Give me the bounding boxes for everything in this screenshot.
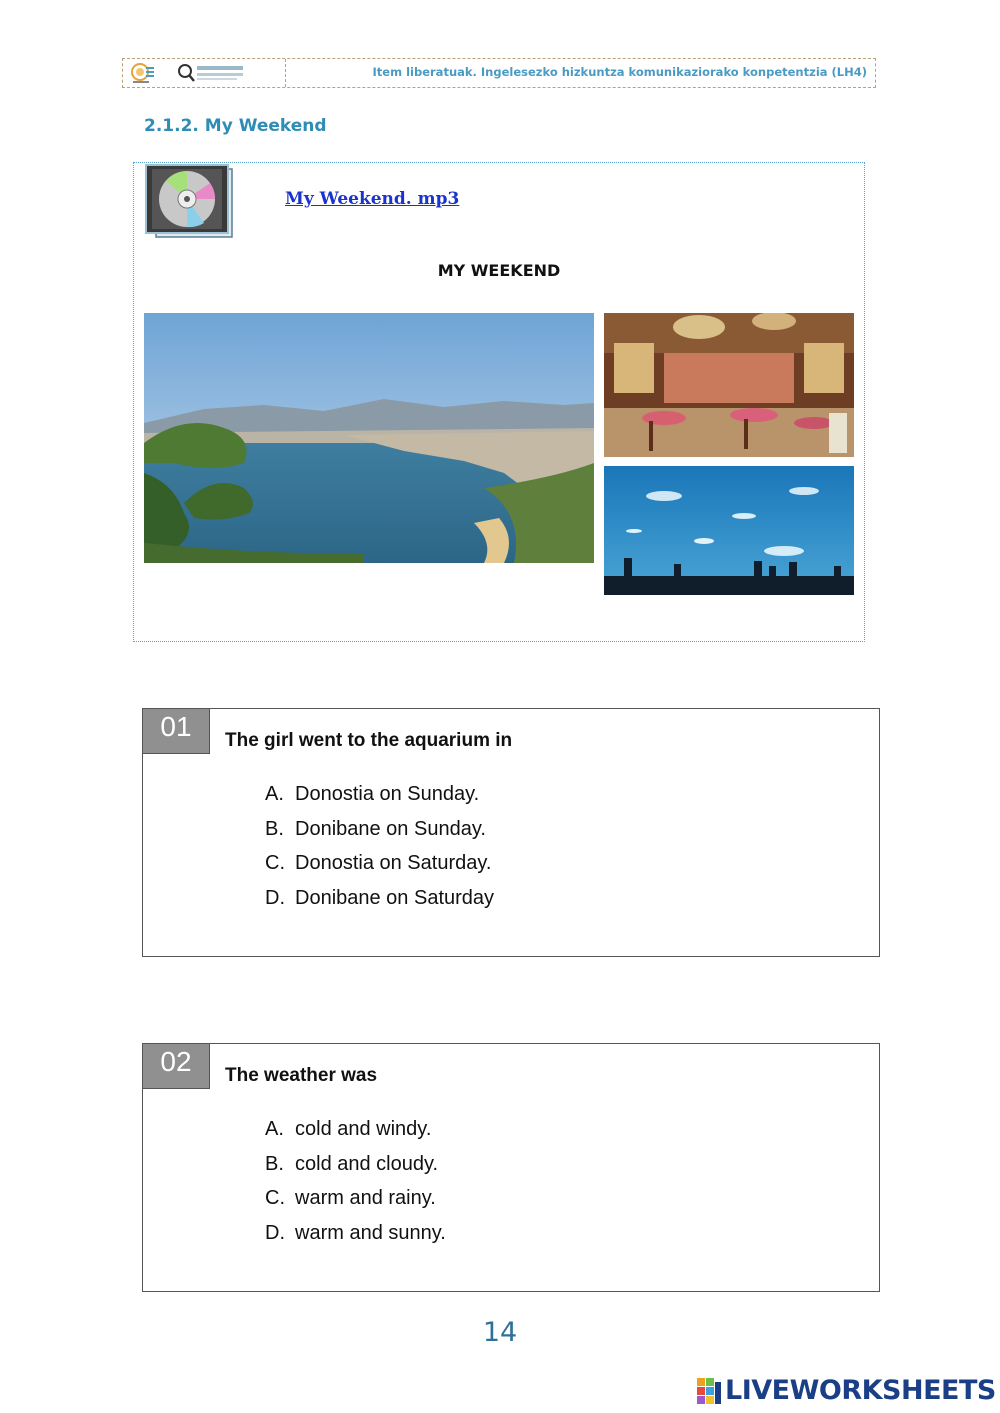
- watermark-text: LIVEWORKSHEETS: [725, 1375, 996, 1406]
- magnifier-evaluation-logo-icon: [177, 62, 247, 84]
- option-letter: B.: [265, 1152, 284, 1175]
- header-title: Item liberatuak. Ingelesezko hizkuntza komunikaziorako konpetentzia (LH4): [372, 65, 867, 79]
- question-prompt: The weather was: [225, 1065, 378, 1086]
- media-panel: [133, 162, 865, 642]
- option-text: Donostia on Sunday.: [295, 783, 480, 805]
- option-letter: C.: [265, 1187, 285, 1210]
- answer-option-c[interactable]: [265, 846, 494, 881]
- answer-option-a[interactable]: [265, 1112, 446, 1147]
- option-letter: A.: [265, 783, 284, 805]
- page-number: 14: [482, 1317, 518, 1348]
- answer-option-b[interactable]: [265, 812, 494, 847]
- option-text: warm and rainy.: [295, 1187, 436, 1210]
- liveworksheets-logo-icon: [697, 1378, 723, 1406]
- question-box-02: [142, 1043, 880, 1292]
- media-heading: MY WEEKEND: [437, 261, 561, 280]
- question-prompt: The girl went to the aquarium in: [225, 730, 513, 751]
- option-letter: B.: [265, 817, 284, 840]
- audio-file-link[interactable]: My Weekend. mp3: [285, 189, 460, 209]
- question-box-01: [142, 708, 880, 957]
- answer-option-b[interactable]: [265, 1147, 446, 1182]
- answer-options: [265, 1112, 446, 1251]
- answer-option-d[interactable]: [265, 1216, 446, 1251]
- section-title: 2.1.2. My Weekend: [144, 116, 327, 136]
- institution-logo-icon: [129, 62, 155, 84]
- aquarium-image: [604, 466, 854, 595]
- option-letter: D.: [265, 887, 285, 910]
- option-text: Donibane on Sunday.: [295, 817, 486, 840]
- option-text: Donostia on Saturday.: [295, 852, 492, 875]
- header-divider: [285, 59, 286, 87]
- option-text: Donibane on Saturday: [295, 887, 495, 910]
- option-text: cold and cloudy.: [295, 1152, 439, 1175]
- answer-options: [265, 777, 494, 916]
- question-number: 02: [143, 1044, 210, 1089]
- bay-panorama-image: [144, 313, 594, 563]
- answer-option-c[interactable]: [265, 1181, 446, 1216]
- answer-option-a[interactable]: [265, 777, 494, 812]
- option-letter: A.: [265, 1118, 284, 1140]
- restaurant-image: [604, 313, 854, 457]
- answer-option-d[interactable]: [265, 881, 494, 916]
- option-text: warm and sunny.: [295, 1222, 446, 1245]
- option-letter: C.: [265, 852, 285, 875]
- option-text: cold and windy.: [295, 1118, 432, 1140]
- option-letter: D.: [265, 1222, 285, 1245]
- page-header: [122, 58, 876, 88]
- question-number: 01: [143, 709, 210, 754]
- cd-icon: [142, 163, 234, 239]
